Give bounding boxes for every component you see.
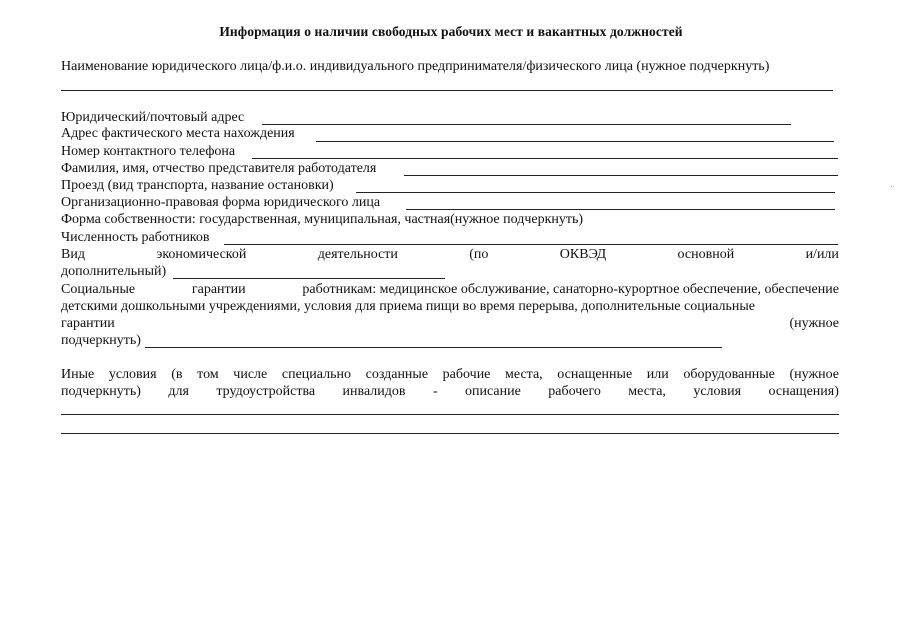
social-guarantees-line[interactable] xyxy=(145,347,722,348)
other-word: том xyxy=(197,367,219,382)
activity-word: деятельности xyxy=(317,247,398,262)
phone-line[interactable] xyxy=(252,158,838,159)
other-word: оснащенные xyxy=(557,367,633,382)
social-line-4: подчеркнуть) xyxy=(61,333,141,348)
other-word: оснащения) xyxy=(768,384,839,399)
activity-line-2: дополнительный) xyxy=(61,264,167,279)
representative-label: Фамилия, имя, отчество представителя работодателя xyxy=(61,161,377,176)
other-word: описание xyxy=(465,384,521,399)
other-word: числе xyxy=(233,367,268,382)
actual-address-label: Адрес фактического места нахождения xyxy=(61,126,295,141)
other-word: (в xyxy=(171,367,183,382)
activity-word: ОКВЭД xyxy=(559,247,607,262)
activity-word: экономической xyxy=(156,247,247,262)
actual-address-line[interactable] xyxy=(316,141,834,142)
other-word: рабочие xyxy=(442,367,491,382)
social-word: гарантии xyxy=(61,316,115,331)
entity-name-line[interactable] xyxy=(61,90,833,91)
employees-label: Численность работников xyxy=(61,230,210,245)
social-word: гарантии xyxy=(191,282,246,297)
entity-name-label: Наименование юридического лица/ф.и.о. индивидуального предпринимателя/физического лица (нужное подчеркнуть) xyxy=(61,59,770,74)
other-conditions-line-2[interactable] xyxy=(61,433,839,434)
other-word: трудоустройства xyxy=(216,384,316,399)
other-word: (нужное xyxy=(789,367,839,382)
legal-address-line[interactable] xyxy=(262,124,791,125)
other-word: условия xyxy=(108,367,157,382)
other-word: подчеркнуть) xyxy=(61,384,141,399)
transport-line[interactable] xyxy=(356,192,835,193)
other-word: оборудованные xyxy=(683,367,775,382)
legal-form-label: Организационно-правовая форма юридического лица xyxy=(61,195,381,210)
legal-address-label: Юридический/почтовый адрес xyxy=(61,110,245,125)
other-word: места, xyxy=(628,384,666,399)
activity-word: и/или xyxy=(805,247,839,262)
activity-word: Вид xyxy=(61,247,85,262)
other-line-1 xyxy=(61,367,839,383)
other-word: или xyxy=(646,367,669,382)
activity-word: основной xyxy=(677,247,735,262)
social-word: (нужное xyxy=(789,316,839,331)
other-word: специально xyxy=(281,367,351,382)
other-word: условия xyxy=(693,384,742,399)
other-word: для xyxy=(168,384,189,399)
other-word: инвалидов xyxy=(342,384,406,399)
representative-line[interactable] xyxy=(404,175,838,176)
phone-label: Номер контактного телефона xyxy=(61,144,236,159)
activity-line-1 xyxy=(61,247,839,263)
other-word: места, xyxy=(505,367,543,382)
other-word: - xyxy=(432,384,438,399)
other-word: Иные xyxy=(61,367,95,382)
employees-line[interactable] xyxy=(224,244,838,245)
legal-form-line[interactable] xyxy=(406,209,835,210)
other-word: рабочего xyxy=(548,384,601,399)
other-line-2 xyxy=(61,384,839,400)
social-line-1 xyxy=(61,282,839,298)
social-line-2: детскими дошкольными учреждениями, условия для приема пищи во время перерыва, дополнительные социальные xyxy=(61,299,756,314)
transport-label: Проезд (вид транспорта, название остановки) xyxy=(61,178,334,193)
page-title: Информация о наличии свободных рабочих мест и вакантных должностей xyxy=(219,24,683,39)
activity-word: (по xyxy=(469,247,489,262)
social-word: работникам: медицинское обслуживание, санаторно-курортное обеспечение, обеспечение xyxy=(302,282,839,297)
social-word: Социальные xyxy=(61,282,136,297)
social-line-3 xyxy=(61,316,839,332)
scan-speck xyxy=(891,186,892,187)
other-word: созданные xyxy=(365,367,429,382)
ownership-label: Форма собственности: государственная, муниципальная, частная(нужное подчеркнуть) xyxy=(61,212,584,227)
other-conditions-line-1[interactable] xyxy=(61,414,839,415)
activity-line[interactable] xyxy=(173,278,445,279)
